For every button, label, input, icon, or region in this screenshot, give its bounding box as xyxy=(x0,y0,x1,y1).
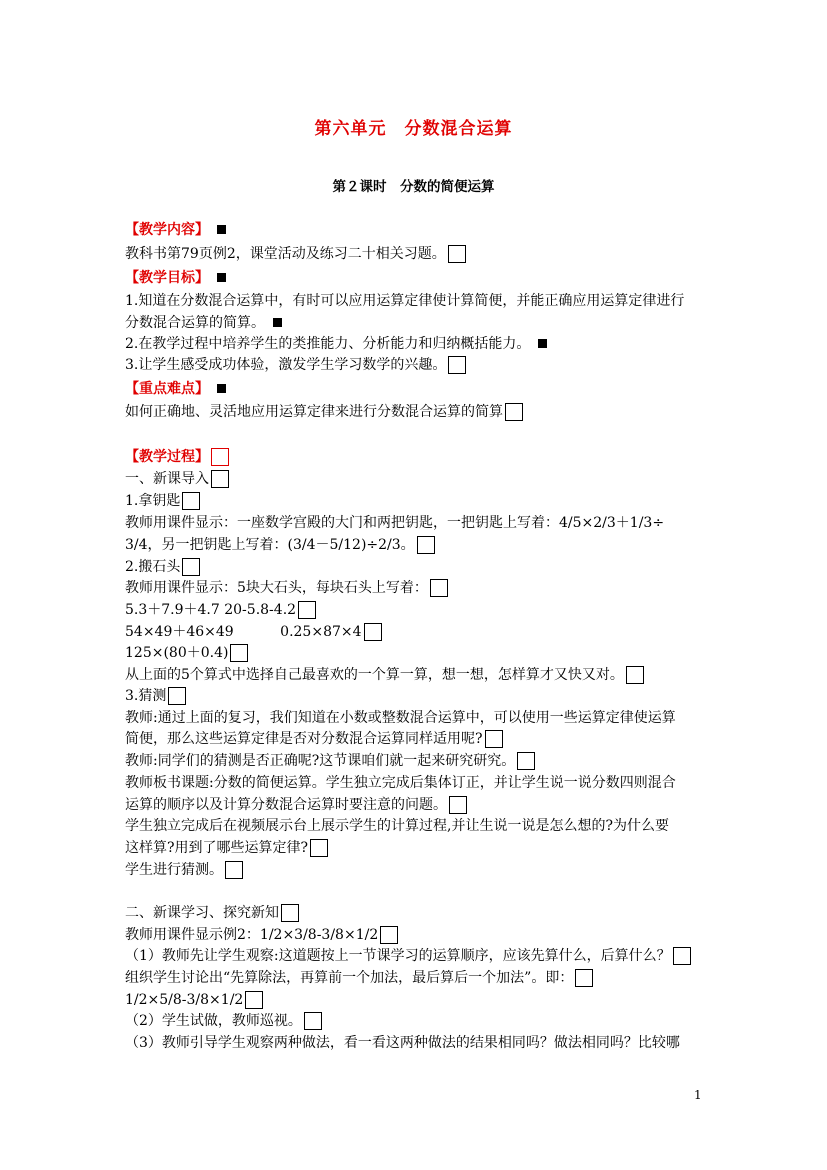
text-line xyxy=(125,860,243,880)
bullet-square-icon xyxy=(538,339,547,348)
checkbox-icon xyxy=(380,926,398,944)
line-text: 一、新课导入 xyxy=(125,471,209,487)
line-text: 运算的顺序以及计算分数混合运算时要注意的问题。 xyxy=(125,797,447,813)
checkbox-icon xyxy=(304,1012,322,1030)
text-line xyxy=(125,535,435,555)
line-text: 分数混合运算的简算。 xyxy=(125,315,265,331)
text-line xyxy=(125,795,467,815)
text-line: 教师:通过上面的复习，我们知道在小数或整数混合运算中，可以使用一些运算定律使运算 xyxy=(125,710,676,726)
text-line xyxy=(125,665,644,685)
text-line xyxy=(125,355,466,375)
text-line xyxy=(125,903,299,923)
line-text: 1/2×5/8-3/8×1/2 xyxy=(125,992,244,1008)
line-text: 125×(80＋0.4) xyxy=(125,645,229,661)
line-text: 2.在教学过程中培养学生的类推能力、分析能力和归纳概括能力。 xyxy=(125,336,531,352)
section-heading-objectives xyxy=(125,268,226,288)
text-line xyxy=(125,729,503,749)
checkbox-icon xyxy=(182,492,200,510)
line-text: 1.拿钥匙 xyxy=(125,493,181,509)
text-line: 教师板书课题:分数的简便运算。学生独立完成后集体订正，并让学生说一说分数四则混合 xyxy=(125,775,676,791)
checkbox-icon xyxy=(626,666,644,684)
text-line xyxy=(125,925,398,945)
line-text: 组织学生讨论出“先算除法，再算前一个加法，最后算后一个加法”。即： xyxy=(125,970,574,986)
bullet-square-icon xyxy=(273,318,282,327)
line-text: 2.搬石头 xyxy=(125,559,181,575)
text-line xyxy=(125,751,535,771)
checkbox-icon xyxy=(364,623,382,641)
checkbox-icon xyxy=(673,947,691,965)
text-line xyxy=(125,313,282,333)
heading-text: 【教学过程】 xyxy=(125,449,209,465)
line-text: 5.3＋7.9＋4.7 20-5.8-4.2 xyxy=(125,602,297,618)
line-text: 3/4，另一把钥匙上写着：(3/4－5/12)÷2/3。 xyxy=(125,537,415,553)
text-line xyxy=(125,334,547,354)
page-number: 1 xyxy=(694,1088,702,1102)
line-text: 简便，那么这些运算定律是否对分数混合运算同样适用呢? xyxy=(125,731,483,747)
bullet-square-icon xyxy=(217,384,226,393)
bullet-square-icon xyxy=(217,273,226,282)
text-line: 1.知道在分数混合运算中，有时可以应用运算定律使计算简便，并能正确应用运算定律进行 xyxy=(125,293,685,309)
checkbox-icon xyxy=(281,904,299,922)
line-text: 二、新课学习、探究新知 xyxy=(125,905,279,921)
text-line: 学生独立完成后在视频展示台上展示学生的计算过程,并让生说一说是怎么想的?为什么要 xyxy=(125,818,669,834)
line-text: 教科书第79页例2，课堂活动及练习二十相关习题。 xyxy=(125,246,446,262)
checkbox-icon xyxy=(298,601,316,619)
line-text: 从上面的5个算式中选择自己最喜欢的一个算一算，想一想，怎样算才又快又对。 xyxy=(125,667,624,683)
checkbox-icon xyxy=(575,969,593,987)
text-line: （3）教师引导学生观察两种做法，看一看这两种做法的结果相同吗？做法相同吗？比较哪 xyxy=(125,1035,680,1051)
section-heading-keypoints xyxy=(125,379,226,399)
text-line xyxy=(125,990,263,1010)
checkbox-icon xyxy=(230,644,248,662)
heading-text: 【重点难点】 xyxy=(125,381,209,397)
checkbox-icon xyxy=(517,752,535,770)
checkbox-icon xyxy=(485,730,503,748)
line-text: 3.让学生感受成功体验，激发学生学习数学的兴趣。 xyxy=(125,357,447,373)
line-text: 3.猜测 xyxy=(125,688,167,704)
text-line xyxy=(125,946,691,966)
checkbox-icon xyxy=(449,796,467,814)
line-text: 如何正确地、灵活地应用运算定律来进行分数混合运算的简算 xyxy=(125,404,503,420)
checkbox-icon xyxy=(505,403,523,421)
text-line xyxy=(125,1011,322,1031)
lesson-subtitle: 第２课时 分数的简便运算 xyxy=(332,179,495,195)
checkbox-icon xyxy=(417,536,435,554)
text-line xyxy=(125,686,186,706)
checkbox-icon xyxy=(211,470,229,488)
line-text: 54×49＋46×49 0.25×87×4 xyxy=(125,624,362,640)
text-line xyxy=(125,402,523,422)
line-text: 教师用课件显示例2：1/2×3/8-3/8×1/2 xyxy=(125,927,379,943)
text-line xyxy=(125,600,316,620)
checkbox-icon xyxy=(430,579,448,597)
checkbox-icon xyxy=(310,839,328,857)
line-text: （2）学生试做，教师巡视。 xyxy=(125,1013,302,1029)
section-heading-process xyxy=(125,447,229,467)
line-text: 学生进行猜测。 xyxy=(125,862,223,878)
checkbox-icon xyxy=(168,687,186,705)
checkbox-icon xyxy=(211,448,229,466)
line-text: （1）教师先让学生观察:这道题按上一节课学习的运算顺序，应该先算什么，后算什么？ xyxy=(125,948,671,964)
page-title: 第六单元 分数混合运算 xyxy=(314,119,513,139)
checkbox-icon xyxy=(448,245,466,263)
line-text: 教师:同学们的猜测是否正确呢?这节课咱们就一起来研究研究。 xyxy=(125,753,516,769)
text-line xyxy=(125,491,200,511)
text-line xyxy=(125,557,200,577)
bullet-square-icon xyxy=(217,225,226,234)
heading-text: 【教学目标】 xyxy=(125,270,209,286)
line-text: 这样算?用到了哪些运算定律? xyxy=(125,840,309,856)
checkbox-icon xyxy=(225,861,243,879)
text-line xyxy=(125,578,448,598)
text-line xyxy=(125,643,248,663)
checkbox-icon xyxy=(245,991,263,1009)
section-heading-content xyxy=(125,220,226,240)
text-line xyxy=(125,968,593,988)
heading-text: 【教学内容】 xyxy=(125,222,209,238)
line-text: 教师用课件显示：5块大石头，每块石头上写着： xyxy=(125,580,428,596)
text-line xyxy=(125,622,382,642)
text-line: 教师用课件显示：一座数学宫殿的大门和两把钥匙，一把钥匙上写着：4/5×2/3＋1/3÷ xyxy=(125,515,665,531)
text-line xyxy=(125,244,466,264)
text-line xyxy=(125,469,229,489)
text-line xyxy=(125,838,328,858)
checkbox-icon xyxy=(182,558,200,576)
checkbox-icon xyxy=(448,356,466,374)
